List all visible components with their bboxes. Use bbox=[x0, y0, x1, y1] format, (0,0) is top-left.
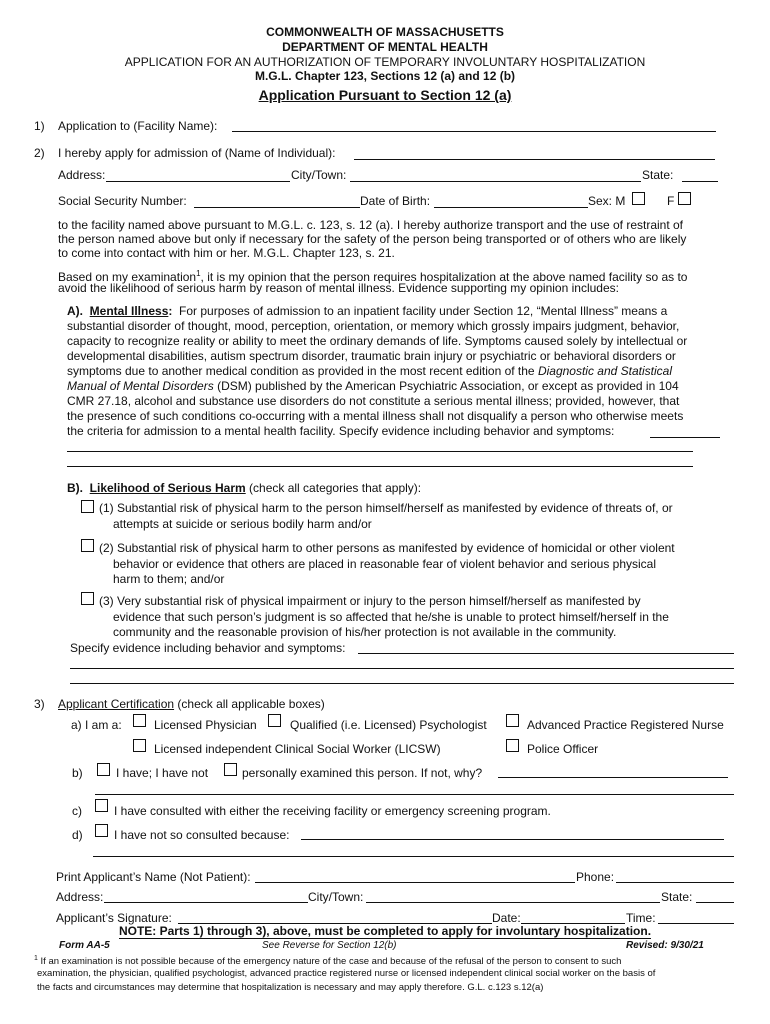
sex-f-label: F bbox=[667, 194, 675, 208]
footnote-line1: $^1$ If an examination is not possible because of the emergency nature of the case and because of the refusal of the person to consent to such bbox=[34, 955, 622, 968]
footnote-line2: examination, the physician, qualified psychologist, advanced practice registered nurse or licensed independent clinical social worker on the basis of bbox=[37, 968, 656, 979]
mental-illness-evidence-field-1[interactable] bbox=[650, 423, 720, 438]
ssn-field[interactable] bbox=[194, 193, 360, 208]
sex-f-checkbox[interactable] bbox=[678, 192, 691, 205]
police-label: Police Officer bbox=[527, 742, 599, 756]
state-field[interactable] bbox=[682, 167, 718, 182]
city-field[interactable] bbox=[350, 167, 641, 182]
item3-number: 3) bbox=[34, 697, 45, 711]
city-label: City/Town: bbox=[291, 168, 347, 182]
item1-number: 1) bbox=[34, 119, 45, 133]
applicant-state-field[interactable] bbox=[696, 888, 734, 903]
examination-para-line2: avoid the likelihood of serious harm by reason of mental illness. Evidence supporting my opinion includes: bbox=[58, 281, 619, 295]
phone-label: Phone: bbox=[576, 870, 615, 884]
dob-field[interactable] bbox=[434, 193, 588, 208]
sex-m-checkbox[interactable] bbox=[632, 192, 645, 205]
likelihood-heading: B). Likelihood of Serious Harm (check all categories that apply): bbox=[67, 481, 422, 495]
physician-checkbox[interactable] bbox=[133, 714, 146, 727]
physician-label: Licensed Physician bbox=[154, 718, 257, 732]
specify-evidence-label: Specify evidence including behavior and symptoms: bbox=[70, 641, 346, 655]
psychologist-checkbox[interactable] bbox=[268, 714, 281, 727]
have-not-examined-checkbox[interactable] bbox=[224, 763, 237, 776]
mental-illness-line2: substantial disorder of thought, mood, perception, orientation, or memory which grossly impairs judgment, behavior, bbox=[67, 319, 680, 333]
facility-name-field[interactable] bbox=[232, 117, 716, 132]
transport-para-line3: to come into contact with him or her. M.G.L. Chapter 123, s. 21. bbox=[58, 246, 395, 260]
have-examined-label: I have; I have not bbox=[116, 766, 209, 780]
not-consulted-field-1[interactable] bbox=[301, 825, 724, 840]
examination-para-line1: Based on my examination$^1$, it is my opinion that the person requires hospitalization at the above named facility so as to bbox=[58, 269, 688, 284]
ssn-label: Social Security Number: bbox=[58, 194, 187, 208]
mental-illness-line9: the criteria for admission to a mental health facility. Specify evidence including behavior and symptoms: bbox=[67, 424, 615, 438]
mental-illness-line3: capacity to recognize reality or ability to meet the ordinary demands of life. Symptoms caused solely by intellectual or bbox=[67, 334, 688, 348]
transport-para-line2: the person named above but only if necessary for the safety of the person being transported or of others who are likely bbox=[58, 232, 687, 246]
have-examined-checkbox[interactable] bbox=[97, 763, 110, 776]
harm-others-line3: harm to them; and/or bbox=[113, 572, 225, 586]
phone-field[interactable] bbox=[616, 868, 734, 883]
consulted-text: I have consulted with either the receiving facility or emergency screening program. bbox=[114, 804, 551, 818]
time-field[interactable] bbox=[658, 909, 734, 924]
footnote-line3: the facts and circumstances may determine that hospitalization is necessary and may apply therefore. G.L. c.123 s.12(a) bbox=[37, 982, 544, 993]
i-am-a-label: a) I am a: bbox=[71, 718, 122, 732]
harm-self-line1: (1) Substantial risk of physical harm to the person himself/herself as manifested by evidence of threats of, or bbox=[99, 501, 673, 515]
harm-others-checkbox[interactable] bbox=[81, 539, 94, 552]
page-title: Application Pursuant to Section 12 (a) bbox=[258, 87, 512, 103]
d-label: d) bbox=[72, 828, 83, 842]
not-consulted-field-2[interactable] bbox=[93, 842, 734, 857]
impairment-line2: evidence that such person’s judgment is so affected that he/she is unable to protect himself/herself in the bbox=[113, 610, 669, 624]
facility-name-label: Application to (Facility Name): bbox=[58, 119, 218, 133]
header-department: DEPARTMENT OF MENTAL HEALTH bbox=[282, 40, 488, 54]
mental-illness-line4: developmental disabilities, autism spectrum disorder, traumatic brain injury or psychiatric or behavioral disorders or bbox=[67, 349, 676, 363]
aprn-label: Advanced Practice Registered Nurse bbox=[527, 718, 724, 732]
harm-others-line1: (2) Substantial risk of physical harm to other persons as manifested by evidence of homicidal or other violent bbox=[99, 541, 675, 555]
mental-illness-line6: Manual of Mental Disorders (DSM) published by the American Psychiatric Association, or except as provided in 104 bbox=[67, 379, 679, 393]
header-commonwealth: COMMONWEALTH OF MASSACHUSETTS bbox=[266, 25, 504, 39]
harm-others-line2: behavior or evidence that others are placed in reasonable fear of violent behavior and serious physical bbox=[113, 557, 656, 571]
address-label: Address: bbox=[58, 168, 106, 182]
applicant-certification-heading: Applicant Certification (check all applicable boxes) bbox=[58, 697, 325, 711]
harm-evidence-field-2[interactable] bbox=[70, 654, 734, 669]
impairment-line3: community and the reasonable provision of his/her protection is not available in the community. bbox=[113, 625, 617, 639]
examined-text: personally examined this person. If not, why? bbox=[242, 766, 483, 780]
completion-note: NOTE: Parts 1) through 3), above, must be completed to apply for involuntary hospitalization. bbox=[118, 924, 652, 938]
harm-self-checkbox[interactable] bbox=[81, 500, 94, 513]
licsw-checkbox[interactable] bbox=[133, 739, 146, 752]
see-reverse: See Reverse for Section 12(b) bbox=[262, 940, 397, 951]
form-number: Form AA-5 bbox=[59, 940, 110, 951]
applicant-city-field[interactable] bbox=[366, 888, 660, 903]
state-label: State: bbox=[642, 168, 674, 182]
police-checkbox[interactable] bbox=[506, 739, 519, 752]
individual-name-label: I hereby apply for admission of (Name of Individual): bbox=[58, 146, 336, 160]
print-name-field[interactable] bbox=[255, 868, 575, 883]
applicant-state-label: State: bbox=[661, 890, 693, 904]
mental-illness-evidence-field-3[interactable] bbox=[67, 452, 693, 467]
consulted-checkbox[interactable] bbox=[95, 799, 108, 812]
aprn-checkbox[interactable] bbox=[506, 714, 519, 727]
applicant-city-label: City/Town: bbox=[308, 890, 364, 904]
signature-label: Applicant’s Signature: bbox=[56, 911, 172, 925]
time-label: Time: bbox=[626, 911, 656, 925]
mental-illness-evidence-field-2[interactable] bbox=[67, 437, 693, 452]
sex-label: Sex: M bbox=[588, 194, 626, 208]
item2-number: 2) bbox=[34, 146, 45, 160]
impairment-checkbox[interactable] bbox=[81, 592, 94, 605]
why-not-field-2[interactable] bbox=[95, 780, 734, 795]
revised-date: Revised: 9/30/21 bbox=[626, 940, 704, 951]
address-field[interactable] bbox=[106, 167, 290, 182]
date-field[interactable] bbox=[521, 909, 625, 924]
mental-illness-line8: the presence of such conditions co-occurring with a mental illness shall not disqualify a person who otherwise meets bbox=[67, 409, 684, 423]
transport-para-line1: to the facility named above pursuant to M.G.L. c. 123, s. 12 (a). I hereby authorize transport and the use of restraint of bbox=[58, 218, 684, 232]
header-application: APPLICATION FOR AN AUTHORIZATION OF TEMPORARY INVOLUNTARY HOSPITALIZATION bbox=[124, 55, 646, 69]
dob-label: Date of Birth: bbox=[360, 194, 431, 208]
date-label: Date: bbox=[492, 911, 521, 925]
impairment-line1: (3) Very substantial risk of physical impairment or injury to the person himself/herself as manifested by bbox=[99, 594, 641, 608]
harm-self-line2: attempts at suicide or serious bodily harm and/or bbox=[113, 517, 372, 531]
signature-field[interactable] bbox=[178, 909, 492, 924]
not-consulted-text: I have not so consulted because: bbox=[114, 828, 290, 842]
c-label: c) bbox=[72, 804, 82, 818]
b-label: b) bbox=[72, 766, 83, 780]
mental-illness-line1: A). Mental Illness: For purposes of admission to an inpatient facility under Section 12, “Mental Illness” means a bbox=[67, 304, 668, 318]
harm-evidence-field-1[interactable] bbox=[358, 639, 734, 654]
mental-illness-line5: symptoms due to another medical condition as provided in the most recent edition of the Diagnostic and Statistical bbox=[67, 364, 673, 378]
harm-evidence-field-3[interactable] bbox=[70, 669, 734, 684]
applicant-address-label: Address: bbox=[56, 890, 104, 904]
psychologist-label: Qualified (i.e. Licensed) Psychologist bbox=[290, 718, 487, 732]
applicant-address-field[interactable] bbox=[104, 888, 308, 903]
mental-illness-line7: CMR 27.18, alcohol and substance use disorders do not constitute a serious mental illness; provided, however, that bbox=[67, 394, 680, 408]
header-chapter: M.G.L. Chapter 123, Sections 12 (a) and 12 (b) bbox=[254, 69, 516, 83]
not-consulted-checkbox[interactable] bbox=[95, 824, 108, 837]
why-not-field-1[interactable] bbox=[498, 763, 728, 778]
licsw-label: Licensed independent Clinical Social Worker (LICSW) bbox=[154, 742, 441, 756]
individual-name-field[interactable] bbox=[354, 145, 715, 160]
print-name-label: Print Applicant’s Name (Not Patient): bbox=[56, 870, 251, 884]
